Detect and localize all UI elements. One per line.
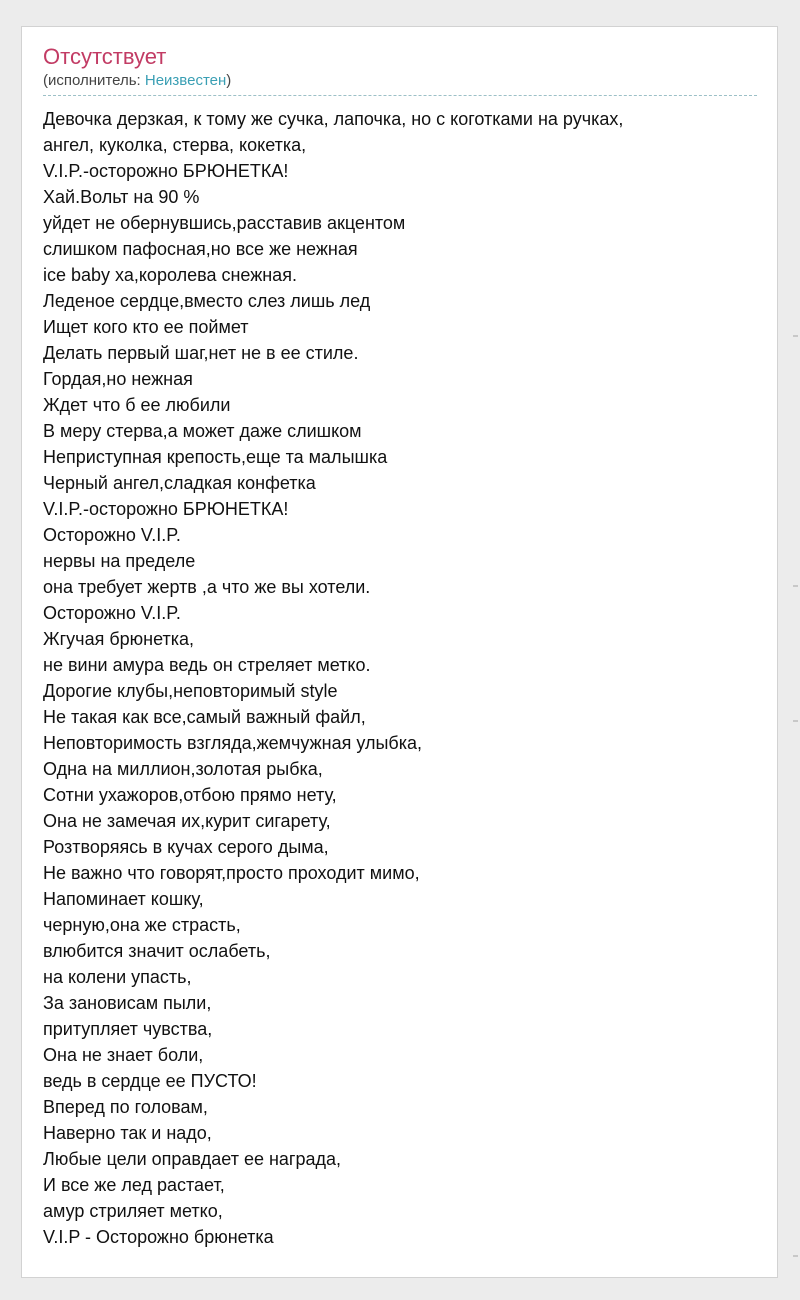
artist-suffix: )	[226, 72, 232, 89]
song-header	[43, 43, 757, 96]
lyric-line: Гордая,но нежная	[43, 369, 193, 389]
lyric-line: Одна на миллион,золотая рыбка,	[43, 759, 323, 779]
lyric-line: И все же лед растает,	[43, 1175, 225, 1195]
lyric-line: Осторожно V.I.P.	[43, 525, 181, 545]
edge-decoration	[793, 1255, 798, 1257]
lyric-line: Розтворяясь в кучах серого дыма,	[43, 837, 329, 857]
lyric-line: Не важно что говорят,просто проходит мимо,	[43, 863, 420, 883]
lyric-line: не вини амура ведь он стреляет метко.	[43, 655, 371, 675]
lyric-line: ice baby ха,королева снежная.	[43, 265, 297, 285]
edge-decoration	[793, 335, 798, 337]
lyric-line: V.I.P.-осторожно БРЮНЕТКА!	[43, 161, 289, 181]
lyric-line: притупляет чувства,	[43, 1019, 213, 1039]
lyric-line: уйдет не обернувшись,расставив акцентом	[43, 213, 406, 233]
lyric-line: В меру стерва,а может даже слишком	[43, 421, 362, 441]
lyric-line: Девочка дерзкая, к тому же сучка, лапочка, но с коготками на ручках,	[43, 109, 624, 129]
edge-decoration	[793, 585, 798, 587]
lyric-line: Черный ангел,сладкая конфетка	[43, 473, 316, 493]
artist-link[interactable]: Неизвестен	[144, 72, 227, 89]
song-title: Отсутствует	[43, 44, 167, 69]
lyric-line: Не такая как все,самый важный файл,	[43, 707, 366, 727]
lyric-line: За зановисам пыли,	[43, 993, 212, 1013]
lyric-line: Делать первый шаг,нет не в ее стиле.	[43, 343, 359, 363]
lyric-line: Сотни ухажоров,отбою прямо нету,	[43, 785, 337, 805]
lyric-line: амур стриляет метко,	[43, 1201, 223, 1221]
artist-prefix: (исполнитель:	[43, 72, 145, 89]
lyric-line: слишком пафосная,но все же нежная	[43, 239, 358, 259]
lyric-line: Ищет кого кто ее поймет	[43, 317, 249, 337]
lyric-line: Дорогие клубы,неповторимый style	[43, 681, 338, 701]
lyric-line: Хай.Вольт на 90 %	[43, 187, 200, 207]
lyric-line: Любые цели оправдает ее награда,	[43, 1149, 342, 1169]
lyric-line: Леденое сердце,вместо слез лишь лед	[43, 291, 371, 311]
artist-line	[43, 71, 757, 91]
lyric-line: Напоминает кошку,	[43, 889, 204, 909]
lyric-line: V.I.P.-осторожно БРЮНЕТКА!	[43, 499, 289, 519]
lyric-line: Наверно так и надо,	[43, 1123, 212, 1143]
lyric-line: на колени упасть,	[43, 967, 192, 987]
lyric-line: Она не замечая их,курит сигарету,	[43, 811, 331, 831]
lyrics-text	[43, 106, 767, 1250]
lyric-line: ангел, куколка, стерва, кокетка,	[43, 135, 307, 155]
lyric-line: Неприступная крепость,еще та малышка	[43, 447, 388, 467]
lyric-line: ведь в сердце ее ПУСТО!	[43, 1071, 257, 1091]
lyric-line: она требует жертв ,а что же вы хотели.	[43, 577, 371, 597]
lyric-line: Ждет что б ее любили	[43, 395, 231, 415]
lyric-line: Жгучая брюнетка,	[43, 629, 195, 649]
lyric-line: Неповторимость взгляда,жемчужная улыбка,	[43, 733, 422, 753]
lyric-line: Она не знает боли,	[43, 1045, 204, 1065]
lyric-line: V.I.P - Осторожно брюнетка	[43, 1227, 274, 1247]
lyric-line: Вперед по головам,	[43, 1097, 208, 1117]
edge-decoration	[793, 720, 798, 722]
lyric-line: черную,она же страсть,	[43, 915, 241, 935]
lyric-line: нервы на пределе	[43, 551, 196, 571]
lyrics-card	[21, 26, 778, 1278]
lyric-line: Осторожно V.I.P.	[43, 603, 181, 623]
lyric-line: влюбится значит ослабеть,	[43, 941, 271, 961]
